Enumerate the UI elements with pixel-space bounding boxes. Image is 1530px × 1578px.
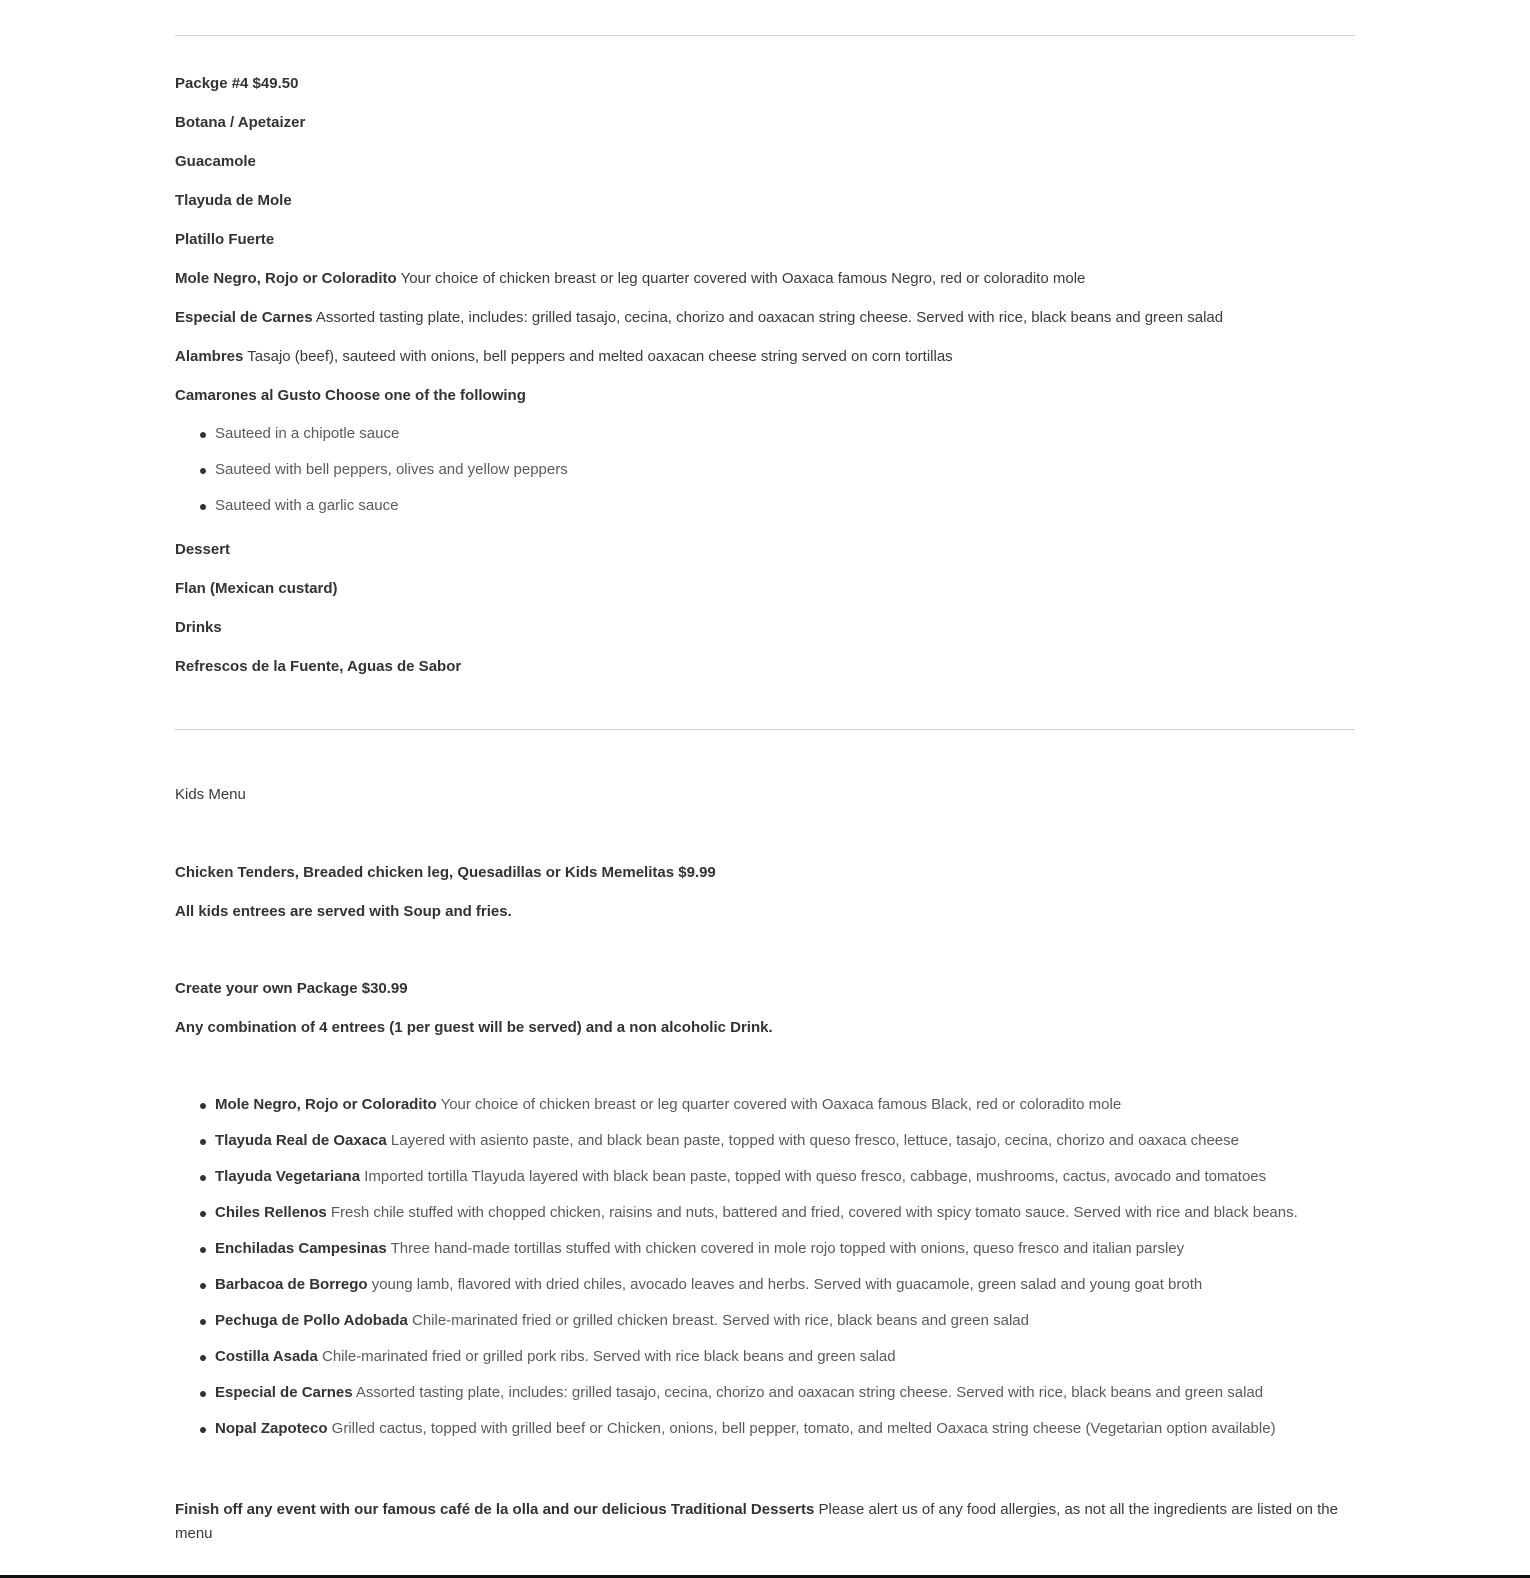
- entree-desc: Chile-marinated fried or grilled pork ribs. Served with rice black beans and green salad: [317, 1348, 896, 1365]
- entree-desc: Imported tortilla Tlayuda layered with black bean paste, topped with queso fresco, cabbage, mushrooms, cactus, avocado and tomatoes: [360, 1168, 1267, 1185]
- bullet-icon: [200, 1247, 206, 1253]
- entree-name: Nopal Zapoteco: [215, 1420, 328, 1437]
- entree-item: [215, 1419, 1276, 1439]
- entree-item: [215, 1095, 1121, 1115]
- entree-item: [215, 1383, 1263, 1403]
- bullet-icon: [200, 1391, 206, 1397]
- bullet-icon: [200, 1139, 206, 1145]
- kids-menu-heading: Kids Menu: [175, 786, 246, 803]
- divider-middle: [175, 729, 1355, 730]
- entree-item: [215, 1311, 1029, 1331]
- item-especial-name: Especial de Carnes: [175, 309, 313, 326]
- bullet-icon: [200, 468, 206, 474]
- item-tlayuda-mole: Tlayuda de Mole: [175, 192, 292, 209]
- entree-name: Enchiladas Campesinas: [215, 1240, 387, 1257]
- item-alambres-desc: Tasajo (beef), sauteed with onions, bell peppers and melted oaxacan cheese string served on corn tortillas: [243, 348, 953, 365]
- camarones-option: Sauteed with bell peppers, olives and yellow peppers: [215, 461, 568, 478]
- create-package-desc: Any combination of 4 entrees (1 per guest will be served) and a non alcoholic Drink.: [175, 1019, 773, 1036]
- bullet-icon: [200, 1427, 206, 1433]
- create-package-title: Create your own Package $30.99: [175, 980, 408, 997]
- footer-rest: Please alert us of any food allergies, as not all the ingredients are listed on the menu: [175, 1501, 1338, 1542]
- bullet-icon: [200, 1103, 206, 1109]
- entree-name: Tlayuda Real de Oaxaca: [215, 1132, 387, 1149]
- item-mole-desc: Your choice of chicken breast or leg quarter covered with Oaxaca famous Negro, red or coloradito mole: [396, 270, 1086, 287]
- section-dessert: Dessert: [175, 541, 231, 558]
- bullet-icon: [200, 504, 206, 510]
- item-guacamole: Guacamole: [175, 153, 256, 170]
- package-title: Packge #4 $49.50: [175, 75, 299, 92]
- entree-desc: Chile-marinated fried or grilled chicken breast. Served with rice, black beans and green salad: [407, 1312, 1029, 1329]
- item-especial-desc: Assorted tasting plate, includes: grilled tasajo, cecina, chorizo and oaxacan string cheese. Served with rice, black beans and green salad: [312, 309, 1224, 326]
- footer-note: [175, 1498, 1355, 1546]
- item-alambres: [175, 347, 953, 367]
- bullet-icon: [200, 1319, 206, 1325]
- kids-items: Chicken Tenders, Breaded chicken leg, Quesadillas or Kids Memelitas $9.99: [175, 864, 716, 881]
- item-refrescos: Refrescos de la Fuente, Aguas de Sabor: [175, 658, 462, 675]
- bullet-icon: [200, 1283, 206, 1289]
- entree-desc: Your choice of chicken breast or leg quarter covered with Oaxaca famous Black, red or coloradito mole: [436, 1096, 1122, 1113]
- entree-item: [215, 1347, 896, 1367]
- entree-name: Tlayuda Vegetariana: [215, 1168, 361, 1185]
- item-especial: [175, 308, 1223, 328]
- item-flan: Flan (Mexican custard): [175, 580, 338, 597]
- entree-desc: Assorted tasting plate, includes: grilled tasajo, cecina, chorizo and oaxacan string cheese. Served with rice, black beans and green salad: [352, 1384, 1264, 1401]
- entree-desc: Fresh chile stuffed with chopped chicken, raisins and nuts, battered and fried, covered with spicy tomato sauce. Served with rice and black beans.: [326, 1204, 1298, 1221]
- item-alambres-name: Alambres: [175, 348, 244, 365]
- entree-item: [215, 1275, 1202, 1295]
- entree-name: Especial de Carnes: [215, 1384, 353, 1401]
- entree-item: [215, 1203, 1298, 1223]
- divider-top: [175, 35, 1355, 36]
- entree-name: Barbacoa de Borrego: [215, 1276, 368, 1293]
- section-drinks: Drinks: [175, 619, 222, 636]
- item-mole-name: Mole Negro, Rojo or Coloradito: [175, 270, 397, 287]
- bullet-icon: [200, 432, 206, 438]
- bullet-icon: [200, 1355, 206, 1361]
- entree-desc: Grilled cactus, topped with grilled beef or Chicken, onions, bell pepper, tomato, and melted Oaxaca string cheese (Vegetarian option available): [327, 1420, 1276, 1437]
- section-platillo: Platillo Fuerte: [175, 231, 275, 248]
- entree-desc: Three hand-made tortillas stuffed with chicken covered in mole rojo topped with onions, queso fresco and italian parsley: [386, 1240, 1185, 1257]
- entree-name: Chiles Rellenos: [215, 1204, 327, 1221]
- entree-name: Costilla Asada: [215, 1348, 318, 1365]
- entree-desc: young lamb, flavored with dried chiles, avocado leaves and herbs. Served with guacamole, green salad and young goat broth: [367, 1276, 1203, 1293]
- entree-item: [215, 1167, 1266, 1187]
- footer-bold: Finish off any event with our famous café de la olla and our delicious Traditional Desserts: [175, 1501, 815, 1518]
- section-botana: Botana / Apetaizer: [175, 114, 306, 131]
- entree-item: [215, 1131, 1239, 1151]
- camarones-option: Sauteed in a chipotle sauce: [215, 425, 400, 442]
- entree-name: Mole Negro, Rojo or Coloradito: [215, 1096, 437, 1113]
- entree-desc: Layered with asiento paste, and black bean paste, topped with queso fresco, lettuce, tasajo, cecina, chorizo and oaxaca cheese: [386, 1132, 1239, 1149]
- kids-note: All kids entrees are served with Soup and fries.: [175, 903, 512, 920]
- item-mole: [175, 269, 1085, 289]
- entree-name: Pechuga de Pollo Adobada: [215, 1312, 408, 1329]
- camarones-option: Sauteed with a garlic sauce: [215, 497, 399, 514]
- item-camarones: Camarones al Gusto Choose one of the following: [175, 387, 526, 404]
- entree-item: [215, 1239, 1184, 1259]
- bullet-icon: [200, 1175, 206, 1181]
- bullet-icon: [200, 1211, 206, 1217]
